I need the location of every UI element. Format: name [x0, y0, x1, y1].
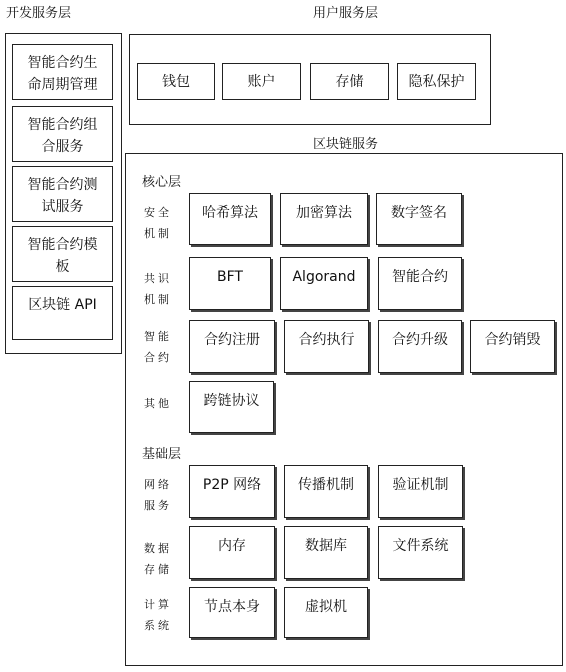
blockchain-title: 区块链服务	[313, 137, 379, 152]
row-label-consensus: 共识机制	[144, 272, 172, 306]
row-label-security: 安全机制	[144, 206, 172, 240]
core-item-algorand: Algorand	[280, 257, 368, 310]
user-item-privacy: 隐私保护	[397, 63, 476, 100]
user-layer-title: 用户服务层	[313, 6, 379, 21]
user-item-account: 账户	[222, 63, 301, 100]
base-item-propagation: 传播机制	[284, 465, 368, 518]
dev-item-testing: 智能合约测试服务	[12, 166, 113, 222]
core-item-encryption: 加密算法	[280, 193, 368, 245]
row-label-network: 网络服务	[144, 478, 172, 512]
base-item-file-system: 文件系统	[378, 526, 463, 579]
dev-item-api: 区块链 API	[12, 286, 113, 340]
base-layer-title: 基础层	[142, 447, 182, 462]
dev-layer-title: 开发服务层	[6, 6, 72, 21]
base-item-node: 节点本身	[189, 587, 275, 638]
row-label-smart-contract: 智能合约	[144, 330, 172, 364]
row-label-data-storage: 数据存储	[144, 542, 172, 576]
core-item-destroy: 合约销毁	[470, 320, 555, 373]
dev-item-template: 智能合约模板	[12, 226, 113, 282]
core-item-bft: BFT	[189, 257, 271, 310]
dev-item-lifecycle: 智能合约生命周期管理	[12, 44, 113, 100]
user-item-wallet: 钱包	[137, 63, 215, 100]
user-item-storage: 存储	[310, 63, 389, 100]
base-item-memory: 内存	[189, 526, 275, 579]
core-layer-title: 核心层	[142, 175, 182, 190]
base-item-p2p: P2P 网络	[189, 465, 275, 518]
core-item-smart-contract: 智能合约	[378, 257, 462, 310]
core-item-register: 合约注册	[189, 320, 275, 373]
row-label-computing: 计算系统	[144, 598, 172, 632]
core-item-execute: 合约执行	[284, 320, 369, 373]
core-item-upgrade: 合约升级	[378, 320, 462, 373]
row-label-other: 其他	[144, 397, 172, 410]
core-item-hash: 哈希算法	[189, 193, 271, 245]
base-item-database: 数据库	[284, 526, 368, 579]
dev-item-composition: 智能合约组合服务	[12, 106, 113, 162]
core-item-cross-chain: 跨链协议	[189, 381, 274, 433]
base-item-verification: 验证机制	[378, 465, 463, 518]
base-item-vm: 虚拟机	[284, 587, 368, 638]
core-item-signature: 数字签名	[376, 193, 462, 245]
